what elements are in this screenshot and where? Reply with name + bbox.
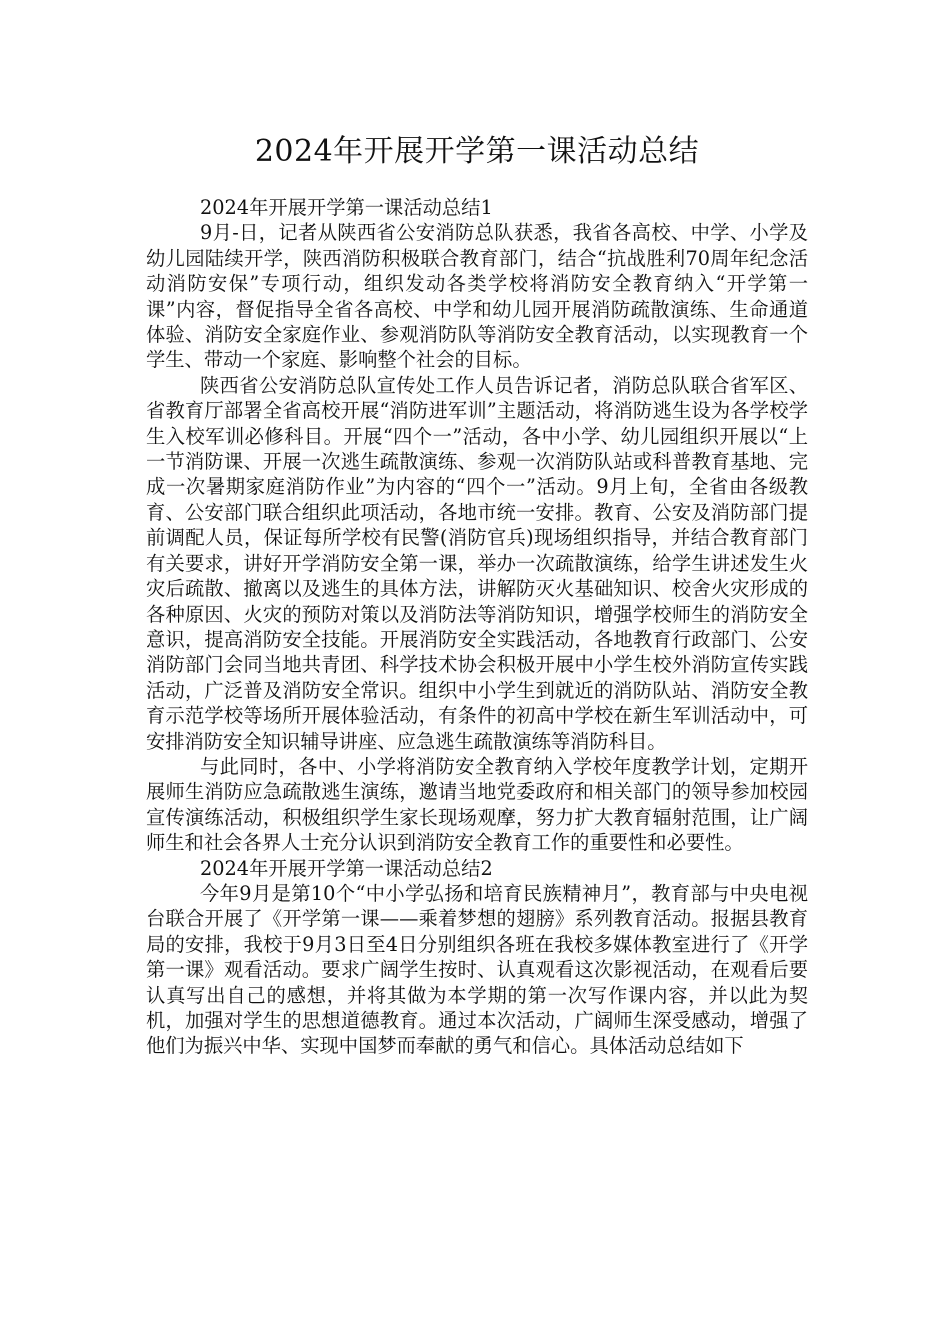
section-1-heading: 2024年开展开学第一课活动总结1 (200, 196, 493, 219)
document-page (146, 0, 808, 1059)
section-1-paragraph-1: 9月-日，记者从陕西省公安消防总队获悉，我省各高校、中学、小学及幼儿园陆续开学，陕西消防积极联合教育部门，结合“抗战胜利70周年纪念活动消防安保”专项行动，组织发动各类学校将消防安全教育纳入“开学第一课”内容，督促指导全省各高校、中学和幼儿园开展消防疏散演练、生命通道体验、消防安全家庭作业、参观消防队等消防安全教育活动，以实现教育一个学生、带动一个家庭、影响整个社会的目标。 (146, 221, 808, 372)
section-1-paragraph-3: 与此同时，各中、小学将消防安全教育纳入学校年度教学计划，定期开展师生消防应急疏散逃生演练，邀请当地党委政府和相关部门的领导参加校园宣传演练活动，积极组织学生家长现场观摩，努力扩大教育辐射范围，让广阔师生和社会各界人士充分认识到消防安全教育工作的重要性和必要性。 (146, 754, 808, 855)
document-title: 2024年开展开学第一课活动总结 (254, 134, 700, 169)
document-body (146, 195, 808, 1059)
section-2-heading: 2024年开展开学第一课活动总结2 (200, 856, 493, 880)
section-2-paragraph-1: 今年9月是第10个“中小学弘扬和培育民族精神月”，教育部与中央电视台联合开展了《开学第一课——乘着梦想的翅膀》系列教育活动。报据县教育局的安排，我校于9月3日至4日分别组织各班在我校多媒体教室进行了《开学第一课》观看活动。要求广阔学生按时、认真观看这次影视活动，在观看后要认真写出自己的感想，并将其做为本学期的第一次写作课内容，并以此为契机，加强对学生的思想道德教育。通过本次活动，广阔师生深受感动，增强了他们为振兴中华、实现中国梦而奉献的勇气和信心。具体活动总结如下 (146, 881, 808, 1058)
section-1-paragraph-2: 陕西省公安消防总队宣传处工作人员告诉记者，消防总队联合省军区、省教育厅部署全省高校开展“消防进军训”主题活动，将消防逃生设为各学校学生入校军训必修科目。开展“四个一”活动，各中小学、幼儿园组织开展以“上一节消防课、开展一次逃生疏散演练、参观一次消防队站或科普教育基地、完成一次暑期家庭消防作业”为内容的“四个一”活动。9月上旬，全省由各级教育、公安部门联合组织此项活动，各地市统一安排。教育、公安及消防部门提前调配人员，保证每所学校有民警(消防官兵)现场组织指导，并结合教育部门有关要求，讲好开学消防安全第一课，举办一次疏散演练，给学生讲述发生火灾后疏散、撤离以及逃生的具体方法，讲解防灭火基础知识、校舍火灾形成的各种原因、火灾的预防对策以及消防法等消防知识，增强学校师生的消防安全意识，提高消防安全技能。开展消防安全实践活动，各地教育行政部门、公安消防部门会同当地共青团、科学技术协会积极开展中小学生校外消防宣传实践活动，广泛普及消防安全常识。组织中小学生到就近的消防队站、消防安全教育示范学校等场所开展体验活动，有条件的初高中学校在新生军训活动中，可安排消防安全知识辅导讲座、应急逃生疏散演练等消防科目。 (146, 373, 808, 753)
